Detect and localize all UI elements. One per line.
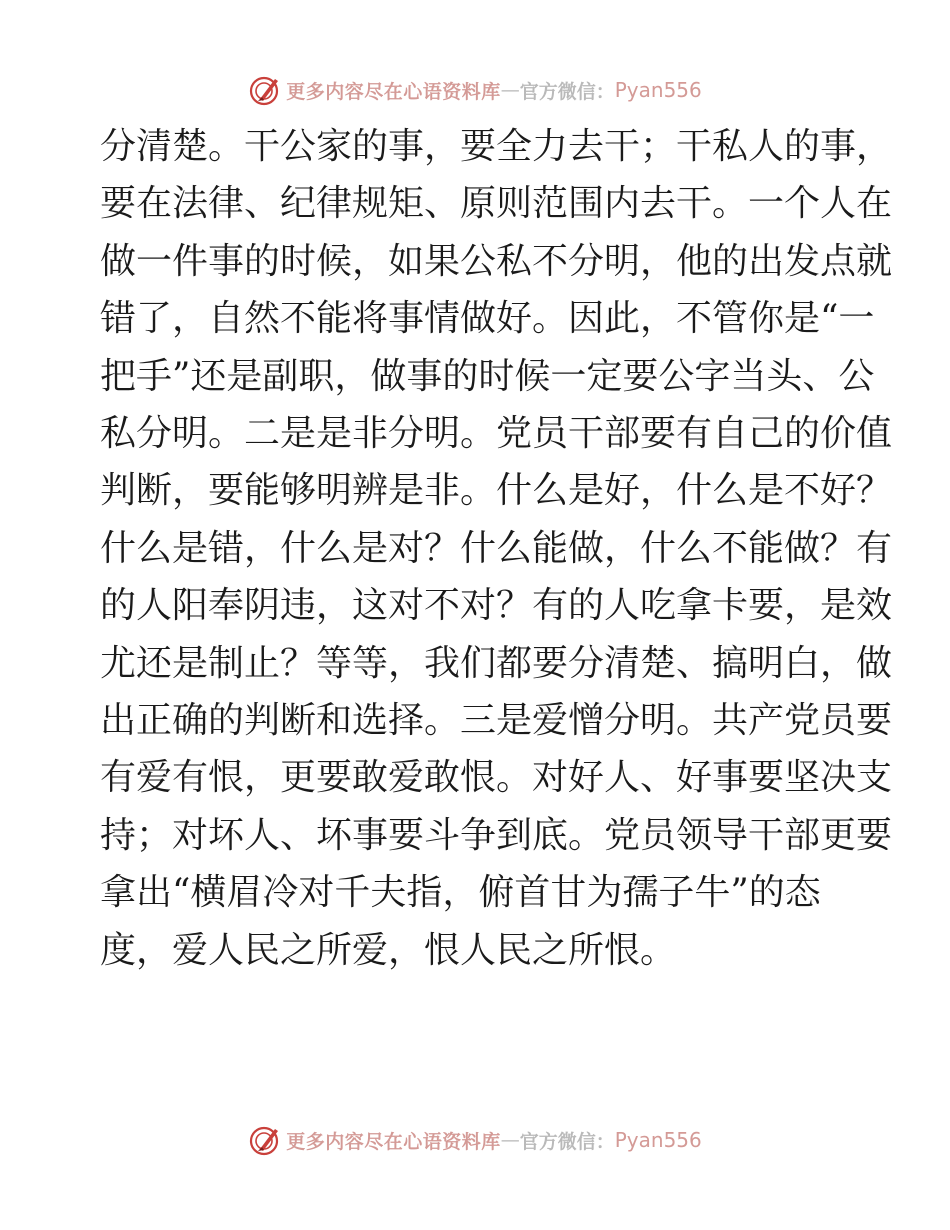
brush-logo-icon [248, 73, 282, 107]
body-line: 度，爱人民之所爱，恨人民之所恨。 [100, 929, 677, 971]
banner-separator: — [500, 1129, 520, 1151]
wechat-id: Pyan556 [614, 78, 702, 102]
body-line: 错了，自然不能将事情做好。因此，不管你是“一 [100, 298, 875, 340]
site-name-text: 更多内容尽在心语资料库 [286, 80, 501, 103]
body-line: 分清楚。干公家的事，要全力去干；干私人的事， [100, 126, 893, 167]
body-line: 有爱有恨，更要敢爱敢恨。对好人、好事要坚决支 [100, 757, 893, 799]
body-line: 什么是错，什么是对？什么能做，什么不能做？有 [100, 527, 893, 569]
wechat-label: 官方微信： [519, 80, 615, 103]
body-line: 持；对坏人、坏事要斗争到底。党员领导干部更要 [100, 814, 893, 856]
body-line: 把手”还是副职，做事的时候一定要公字当头、公 [100, 355, 875, 397]
header-banner [0, 70, 950, 110]
body-line: 做一件事的时候，如果公私不分明，他的出发点就 [100, 240, 893, 282]
body-line: 要在法律、纪律规矩、原则范围内去干。一个人在 [100, 183, 893, 225]
document-body [100, 118, 893, 979]
footer-banner [0, 1120, 950, 1160]
body-line: 私分明。二是是非分明。党员干部要有自己的价值 [100, 413, 893, 455]
body-line: 尤还是制止？等等，我们都要分清楚、搞明白，做 [100, 642, 893, 684]
site-name-text: 更多内容尽在心语资料库 [286, 1130, 501, 1153]
body-line: 出正确的判断和选择。三是爱憎分明。共产党员要 [100, 700, 893, 742]
wechat-id: Pyan556 [614, 1128, 702, 1152]
body-line: 的人阳奉阴违，这对不对？有的人吃拿卡要，是效 [100, 585, 893, 627]
banner-separator: — [500, 79, 520, 101]
brush-logo-icon [248, 1123, 282, 1157]
wechat-label: 官方微信： [519, 1130, 615, 1153]
body-line: 拿出“横眉冷对千夫指，俯首甘为孺子牛”的态 [100, 872, 821, 914]
body-line: 判断，要能够明辨是非。什么是好，什么是不好？ [100, 470, 893, 512]
